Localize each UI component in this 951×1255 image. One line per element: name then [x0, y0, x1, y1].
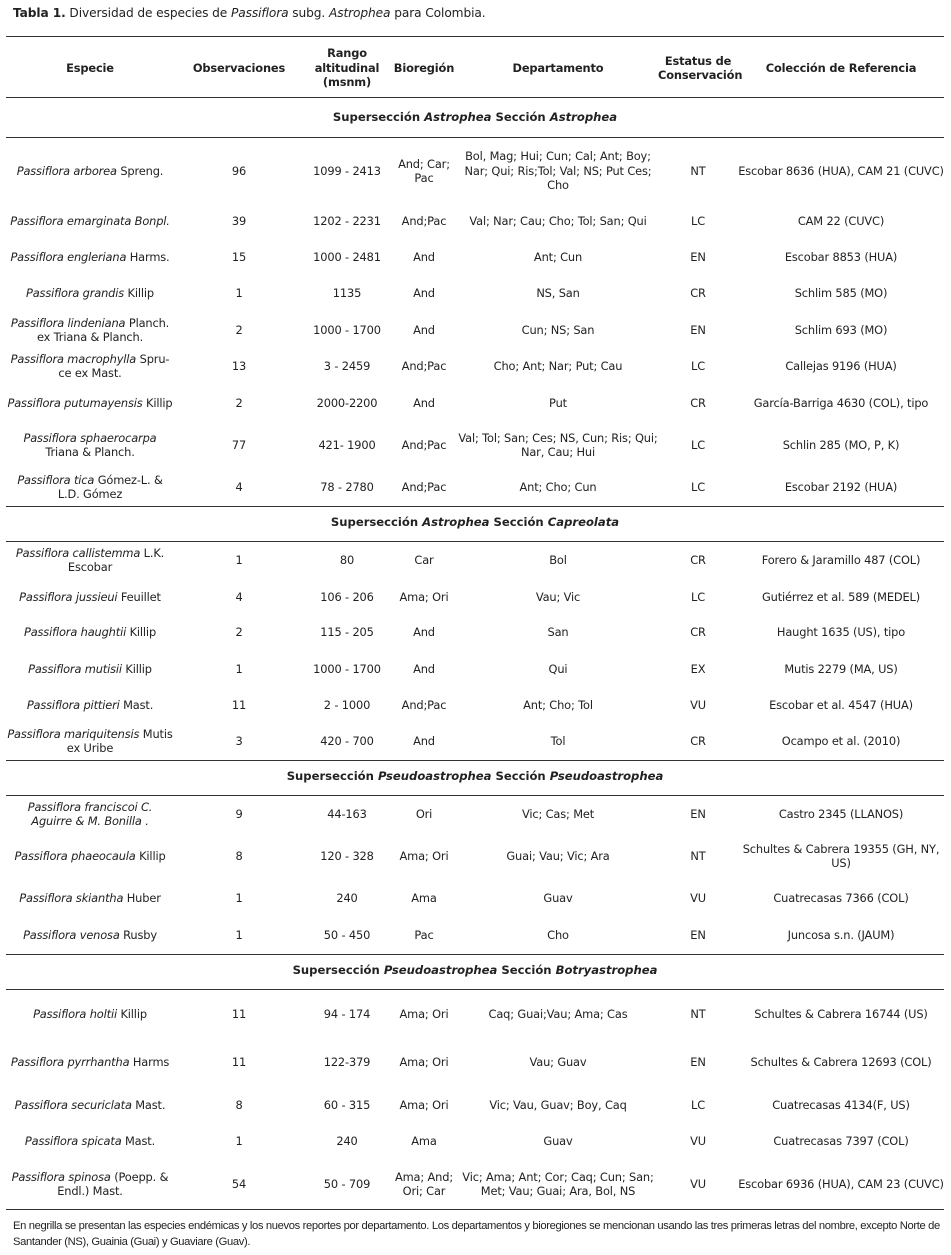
- dep-cell: Cho; Ant; Nar; Put; Cau: [493, 358, 623, 373]
- status-cell: VU: [690, 697, 706, 712]
- species-author: Killip: [121, 661, 152, 676]
- dep-cell: Vau; Guav: [529, 1054, 587, 1069]
- dep-cell: Put: [549, 395, 567, 410]
- section-title-mid: Sección: [491, 110, 550, 124]
- ref-cell: Schultes & Cabrera 12693 (COL): [750, 1054, 932, 1069]
- species-name: Passiflora mutisii: [28, 661, 122, 676]
- species-name: Passiflora engleriana: [10, 249, 127, 264]
- obs-cell: 1: [235, 890, 243, 905]
- bio-cell: And: [413, 285, 435, 300]
- ref-cell: Escobar et al. 4547 (HUA): [769, 697, 913, 712]
- section-end-rule: [6, 506, 944, 507]
- obs-cell: 11: [231, 697, 247, 712]
- ref-cell: Escobar 8853 (HUA): [784, 249, 898, 264]
- table-row: [6, 716, 944, 766]
- ref-cell: Escobar 2192 (HUA): [784, 479, 898, 494]
- caption-text: subg.: [288, 6, 329, 20]
- alt-cell: 1000 - 1700: [313, 322, 381, 337]
- caption-genus: Passiflora: [230, 6, 289, 20]
- dep-cell: Vic; Ama; Ant; Cor; Caq; Cun; San; Met; Vau; Guai; Ara, Bol, NS: [462, 1169, 654, 1198]
- species-name: Passiflora tica: [17, 472, 95, 487]
- alt-cell: 60 - 315: [323, 1097, 371, 1112]
- table-row: [6, 146, 944, 196]
- species-name: Passiflora phaeocaula: [14, 848, 136, 863]
- species-name: Passiflora putumayensis: [7, 395, 143, 410]
- species-cell: [6, 849, 174, 864]
- caption-text: para Colombia.: [390, 6, 486, 20]
- species-name: Passiflora skiantha: [19, 890, 124, 905]
- status-cell: EN: [690, 1054, 706, 1069]
- ref-cell: Cuatrecasas 7397 (COL): [773, 1133, 909, 1148]
- bio-cell: And;Pac: [401, 479, 447, 494]
- bio-cell: Ama; Ori: [399, 848, 449, 863]
- species-cell: [6, 546, 174, 575]
- status-cell: LC: [691, 358, 705, 373]
- species-cell: [6, 1007, 174, 1022]
- ref-cell: Callejas 9196 (HUA): [785, 358, 897, 373]
- obs-cell: 15: [231, 249, 247, 264]
- status-cell: LC: [691, 437, 705, 452]
- status-cell: VU: [690, 1133, 706, 1148]
- alt-cell: 1135: [332, 285, 362, 300]
- status-cell: LC: [691, 479, 705, 494]
- section-title-supersection: Pseudoastrophea: [377, 769, 492, 783]
- header-bottom-rule: [6, 97, 944, 98]
- header-especie: Especie: [66, 60, 114, 75]
- species-cell: [6, 590, 174, 605]
- table-top-rule: [6, 36, 944, 37]
- dep-cell: Qui: [548, 661, 568, 676]
- bio-cell: And: [413, 661, 435, 676]
- table-row: [6, 989, 944, 1039]
- bio-cell: And: [413, 322, 435, 337]
- ref-cell: Schlim 585 (MO): [794, 285, 888, 300]
- dep-cell: Ant; Cho; Cun: [519, 479, 597, 494]
- header-rango-line: (msnm): [322, 75, 372, 90]
- alt-cell: 78 - 2780: [320, 479, 374, 494]
- species-cell: [6, 352, 174, 381]
- ref-cell: Cuatrecasas 7366 (COL): [773, 890, 909, 905]
- dep-cell: Val; Nar; Cau; Cho; Tol; San; Qui: [469, 213, 647, 228]
- section-title-section: Botryastrophea: [555, 963, 658, 977]
- obs-cell: 8: [235, 848, 243, 863]
- status-cell: EX: [690, 661, 706, 676]
- caption-subgenus: Astrophea: [328, 6, 391, 20]
- header-observaciones: Observaciones: [192, 60, 286, 75]
- alt-cell: 1202 - 2231: [313, 213, 381, 228]
- obs-cell: 2: [235, 322, 243, 337]
- obs-cell: 4: [235, 479, 243, 494]
- species-author: Planch. ex Triana & Planch.: [36, 315, 170, 344]
- species-name: Passiflora spicata: [24, 1133, 122, 1148]
- species-author: Harms.: [126, 249, 170, 264]
- status-cell: NT: [690, 1006, 706, 1021]
- header-estatus-line: Conservación: [658, 68, 743, 82]
- species-cell: [6, 473, 174, 502]
- obs-cell: 1: [235, 552, 243, 567]
- section-title-prefix: Supersección: [332, 110, 425, 124]
- alt-cell: 50 - 450: [323, 927, 371, 942]
- species-author: Harms: [129, 1054, 170, 1069]
- bio-cell: Ama; Ori: [399, 1097, 449, 1112]
- dep-cell: Guav: [543, 1133, 573, 1148]
- obs-cell: 2: [235, 624, 243, 639]
- table-row: [6, 1159, 944, 1209]
- species-name: Passiflora holtii: [33, 1006, 117, 1021]
- status-cell: CR: [690, 552, 706, 567]
- species-name: Passiflora pyrrhantha: [10, 1054, 130, 1069]
- species-name: Passiflora venosa: [23, 927, 120, 942]
- status-cell: CR: [690, 395, 706, 410]
- obs-cell: 13: [231, 358, 247, 373]
- species-name: Passiflora lindeniana: [10, 315, 126, 330]
- status-cell: EN: [690, 927, 706, 942]
- dep-cell: Caq; Guai;Vau; Ama; Cas: [488, 1006, 628, 1021]
- obs-cell: 77: [231, 437, 247, 452]
- species-name: Passiflora franciscoi C. Aguirre & M. Bonilla .: [27, 799, 153, 828]
- alt-cell: 1099 - 2413: [313, 163, 381, 178]
- ref-cell: Cuatrecasas 4134(F, US): [772, 1097, 910, 1112]
- bio-cell: And: [413, 249, 435, 264]
- header-bioregion: Bioregión: [393, 60, 455, 75]
- species-name: Passiflora callistemma: [15, 545, 141, 560]
- dep-cell: Vic; Vau, Guav; Boy, Caq: [489, 1097, 627, 1112]
- bio-cell: And: [413, 624, 435, 639]
- bio-cell: And;Pac: [401, 358, 447, 373]
- species-cell: [6, 800, 174, 829]
- obs-cell: 9: [235, 806, 243, 821]
- bio-cell: Pac: [414, 927, 434, 942]
- alt-cell: 115 - 205: [320, 624, 374, 639]
- species-author: Spru-ce ex Mast.: [58, 351, 170, 380]
- alt-cell: 2000-2200: [316, 395, 378, 410]
- alt-cell: 240: [336, 890, 358, 905]
- ref-cell: Escobar 6936 (HUA), CAM 23 (CUVC): [738, 1176, 944, 1191]
- obs-cell: 11: [231, 1054, 247, 1069]
- alt-cell: 122-379: [323, 1054, 371, 1069]
- species-name: Passiflora jussieui: [19, 589, 118, 604]
- status-cell: VU: [690, 890, 706, 905]
- species-author: Feuillet: [117, 589, 161, 604]
- species-name: Passiflora haughtii: [23, 624, 127, 639]
- ref-cell: García-Barriga 4630 (COL), tipo: [753, 395, 929, 410]
- section-title: [6, 110, 944, 124]
- species-name: Passiflora sphaerocarpa: [23, 430, 157, 445]
- status-cell: EN: [690, 249, 706, 264]
- status-cell: LC: [691, 213, 705, 228]
- status-cell: EN: [690, 806, 706, 821]
- header-rango-line: altitudinal: [314, 60, 380, 75]
- ref-cell: Gutiérrez et al. 589 (MEDEL): [761, 589, 921, 604]
- status-cell: NT: [690, 163, 706, 178]
- section-title-mid: Sección: [497, 963, 556, 977]
- ref-cell: Mutis 2279 (MA, US): [784, 661, 898, 676]
- obs-cell: 2: [235, 395, 243, 410]
- obs-cell: 4: [235, 589, 243, 604]
- ref-cell: Haught 1635 (US), tipo: [776, 624, 906, 639]
- bio-cell: Ama; Ori: [399, 1006, 449, 1021]
- species-author: Mutis ex Uribe: [66, 726, 173, 755]
- obs-cell: 1: [235, 1133, 243, 1148]
- ref-cell: Castro 2345 (LLANOS): [778, 806, 904, 821]
- species-author: Huber: [123, 890, 161, 905]
- species-author: Spreng.: [116, 163, 164, 178]
- alt-cell: 1000 - 1700: [313, 661, 381, 676]
- bio-cell: Ama; Ori: [399, 589, 449, 604]
- alt-cell: 1000 - 2481: [313, 249, 381, 264]
- ref-cell: Schlim 693 (MO): [794, 322, 888, 337]
- header-estatus-line: Estatus de: [664, 53, 732, 68]
- species-cell: [6, 250, 174, 265]
- species-cell: [6, 164, 174, 179]
- ref-cell: Schultes & Cabrera 16744 (US): [754, 1006, 928, 1021]
- alt-cell: 120 - 328: [320, 848, 374, 863]
- status-cell: CR: [690, 733, 706, 748]
- species-cell: [6, 727, 174, 756]
- species-name: Passiflora mariquitensis: [7, 726, 140, 741]
- status-cell: CR: [690, 285, 706, 300]
- alt-cell: 106 - 206: [320, 589, 374, 604]
- species-name: Passiflora spinosa: [11, 1169, 111, 1184]
- caption-label: Tabla 1.: [13, 6, 66, 20]
- alt-cell: 2 - 1000: [323, 697, 371, 712]
- section-title-prefix: Supersección: [330, 515, 423, 529]
- species-name: Passiflora grandis: [26, 285, 125, 300]
- table-footnote: En negrilla se presentan las especies endémicas y los nuevos reportes por departamento. Los departamentos y bioregiones se mencionan usando las tres primeras letras del nombre, excepto Norte de Santander (NS), Guainia (Guai) y Guaviare (Guav).: [13, 1220, 940, 1248]
- species-name: Passiflora securiclata: [14, 1097, 132, 1112]
- section-title-section: Astrophea: [549, 110, 618, 124]
- header-coleccion: Colección de Referencia: [765, 60, 917, 75]
- species-cell: [6, 1098, 174, 1113]
- ref-cell: Forero & Jaramillo 487 (COL): [761, 552, 921, 567]
- obs-cell: 3: [235, 733, 243, 748]
- dep-cell: Bol, Mag; Hui; Cun; Cal; Ant; Boy; Nar; Qui; Ris;Tol; Val; NS; Put Ces; Cho: [464, 149, 652, 193]
- species-cell: [6, 431, 174, 460]
- header-estatus: [658, 53, 743, 83]
- header-departamento: Departamento: [512, 60, 604, 75]
- ref-cell: Schlin 285 (MO, P, K): [782, 437, 900, 452]
- bio-cell: And; Car; Pac: [398, 156, 450, 185]
- header-rango-line: Rango: [327, 46, 367, 61]
- species-cell: [6, 698, 174, 713]
- species-name: Passiflora arborea: [16, 163, 117, 178]
- ref-cell: Juncosa s.n. (JAUM): [787, 927, 895, 942]
- species-author: Mast.: [131, 1097, 166, 1112]
- species-author: Killip: [116, 1006, 147, 1021]
- species-name: Passiflora pittieri: [26, 697, 120, 712]
- species-author: Killip: [124, 285, 154, 300]
- status-cell: LC: [691, 1097, 705, 1112]
- species-author: Mast.: [119, 697, 154, 712]
- obs-cell: 1: [235, 285, 243, 300]
- section-title-supersection: Astrophea: [422, 515, 490, 529]
- species-cell: [6, 396, 174, 411]
- caption-text: Diversidad de especies de: [65, 6, 231, 20]
- section-end-rule: [6, 760, 944, 761]
- section-end-rule: [6, 1209, 944, 1210]
- species-author: L.K. Escobar: [67, 545, 165, 574]
- section-title-section: Capreolata: [547, 515, 620, 529]
- species-cell: [6, 891, 174, 906]
- section-title: [6, 963, 944, 977]
- section-end-rule: [6, 954, 944, 955]
- dep-cell: Ant; Cun: [533, 249, 583, 264]
- species-cell: [6, 286, 174, 301]
- ref-cell: Escobar 8636 (HUA), CAM 21 (CUVC): [738, 163, 944, 178]
- alt-cell: 94 - 174: [323, 1006, 371, 1021]
- species-cell: [6, 214, 174, 229]
- ref-cell: Schultes & Cabrera 19355 (GH, NY, US): [742, 841, 940, 870]
- bio-cell: Ama: [411, 1133, 437, 1148]
- species-cell: [6, 1055, 174, 1070]
- section-title-mid: Sección: [491, 769, 550, 783]
- bio-cell: And: [413, 733, 435, 748]
- alt-cell: 421- 1900: [318, 437, 376, 452]
- bio-cell: And;Pac: [401, 213, 447, 228]
- status-cell: LC: [691, 589, 705, 604]
- dep-cell: Cho: [547, 927, 569, 942]
- dep-cell: Cun; NS; San: [521, 322, 595, 337]
- status-cell: EN: [690, 322, 706, 337]
- dep-cell: San: [547, 624, 569, 639]
- header-rango: [304, 46, 390, 90]
- table-row: [6, 462, 944, 512]
- table-caption: [13, 6, 486, 20]
- obs-cell: 39: [231, 213, 247, 228]
- bio-cell: Ama; Ori: [399, 1054, 449, 1069]
- dep-cell: Guai; Vau; Vic; Ara: [506, 848, 610, 863]
- dep-cell: Val; Tol; San; Ces; NS, Cun; Ris; Qui; Nar, Cau; Hui: [458, 430, 658, 459]
- status-cell: VU: [690, 1176, 706, 1191]
- species-author: Rusby: [119, 927, 157, 942]
- species-author: Killip: [126, 624, 157, 639]
- section-title-prefix: Supersección: [286, 769, 378, 783]
- dep-cell: NS, San: [536, 285, 580, 300]
- alt-cell: 420 - 700: [320, 733, 374, 748]
- section-title-prefix: Supersección: [292, 963, 384, 977]
- species-cell: [6, 1134, 174, 1149]
- bio-cell: And;Pac: [401, 697, 447, 712]
- obs-cell: 1: [235, 927, 243, 942]
- bio-cell: And;Pac: [401, 437, 447, 452]
- species-name: Passiflora emarginata Bonpl.: [10, 213, 170, 228]
- section-title: [6, 515, 944, 529]
- dep-cell: Tol: [550, 733, 566, 748]
- section-title-supersection: Pseudoastrophea: [383, 963, 498, 977]
- ref-cell: CAM 22 (CUVC): [797, 213, 885, 228]
- species-name: Passiflora macrophylla: [10, 351, 137, 366]
- species-cell: [6, 625, 174, 640]
- obs-cell: 54: [231, 1176, 247, 1191]
- alt-cell: 50 - 709: [323, 1176, 371, 1191]
- bio-cell: Ama: [411, 890, 437, 905]
- species-cell: [6, 1170, 174, 1199]
- dep-cell: Vic; Cas; Met: [521, 806, 595, 821]
- species-author: Triana & Planch.: [45, 445, 135, 459]
- species-cell: [6, 662, 174, 677]
- species-cell: [6, 928, 174, 943]
- dep-cell: Vau; Vic: [535, 589, 581, 604]
- bio-cell: Car: [414, 552, 434, 567]
- bio-cell: Ama; And; Ori; Car: [394, 1169, 454, 1198]
- alt-cell: 44-163: [327, 806, 367, 821]
- section-title-section: Pseudoastrophea: [549, 769, 664, 783]
- species-author: Killip: [142, 395, 173, 410]
- dep-cell: Ant; Cho; Tol: [523, 697, 593, 712]
- alt-cell: 240: [336, 1133, 358, 1148]
- obs-cell: 11: [231, 1006, 247, 1021]
- status-cell: CR: [690, 624, 706, 639]
- obs-cell: 1: [235, 661, 243, 676]
- status-cell: NT: [690, 848, 706, 863]
- section-title-supersection: Astrophea: [424, 110, 492, 124]
- bio-cell: Ori: [415, 806, 433, 821]
- species-author: Gómez-L. & L.D. Gómez: [57, 472, 163, 501]
- dep-cell: Guav: [543, 890, 573, 905]
- species-author: Killip: [135, 848, 166, 863]
- species-author: (Poepp. & Endl.) Mast.: [57, 1169, 169, 1198]
- section-rule: [6, 137, 944, 138]
- bio-cell: And: [413, 395, 435, 410]
- obs-cell: 96: [231, 163, 247, 178]
- section-title: [6, 769, 944, 783]
- section-title-mid: Sección: [489, 515, 548, 529]
- table-row: [6, 910, 944, 960]
- obs-cell: 8: [235, 1097, 243, 1112]
- species-author: Mast.: [121, 1133, 156, 1148]
- alt-cell: 3 - 2459: [323, 358, 371, 373]
- table-header: [6, 42, 944, 94]
- alt-cell: 80: [339, 552, 355, 567]
- ref-cell: Ocampo et al. (2010): [781, 733, 901, 748]
- dep-cell: Bol: [549, 552, 567, 567]
